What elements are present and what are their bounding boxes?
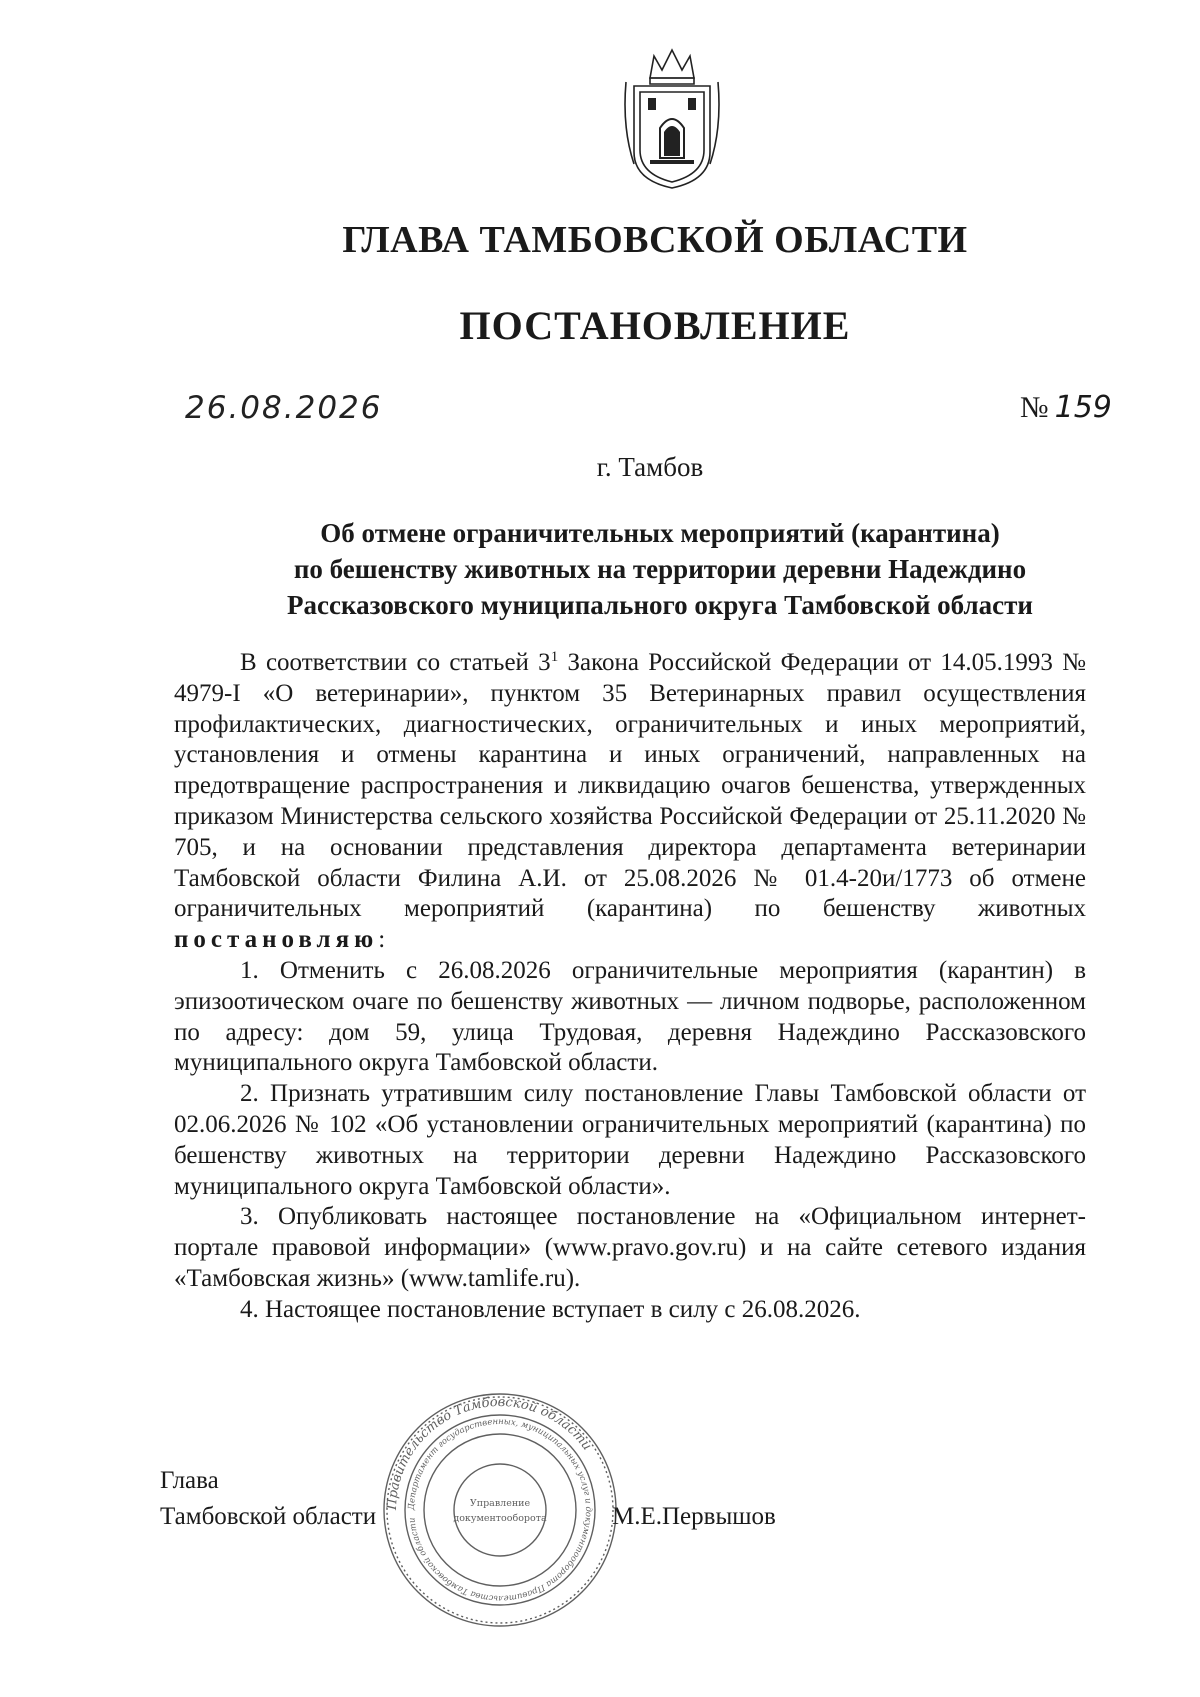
document-title bbox=[250, 515, 1070, 623]
document-date: 26.08.2026 bbox=[185, 390, 383, 426]
stamp-center-line2: документооборота bbox=[453, 1513, 547, 1524]
tambov-coat-of-arms-icon bbox=[620, 48, 724, 190]
preamble-paragraph bbox=[174, 648, 1086, 956]
signatory-title-line2: Тамбовской области bbox=[160, 1503, 377, 1530]
decree-colon: : bbox=[378, 926, 386, 954]
preamble-rest: Закона Российской Федерации от 14.05.1993 № 4979-I «О ветеринарии», пунктом 35 Ветеринарных правил осуществления профилактических, диагностических, ограничительных и иных мероприятий, установления и отмены карантина и иных ограничений, направленных на предотвращение распространения и ликвидацию очагов бешенства, утвержденных приказом Министерства сельского хозяйства Российской Федерации от 25.11.2020 № 705, и на основании представления директора департамента ветеринарии Тамбовской области Филина А.И. от 25.08.2026 № 01.4-20и/1773 об отмене ограничительных мероприятий (карантина) по бешенству животных bbox=[174, 649, 1086, 923]
signatory-name: М.Е.Первышов bbox=[612, 1503, 776, 1530]
item-4: 4. Настоящее постановление вступает в силу с 26.08.2026. bbox=[240, 1295, 861, 1323]
document-number bbox=[1020, 390, 1112, 425]
stamp-middle-text: Департамент государственных, муниципальных услуг и документооборота Правительства Тамбовской области bbox=[406, 1416, 594, 1604]
title-line: Рассказовского муниципального округа Тамбовской области bbox=[287, 590, 1033, 620]
preamble-start: В соответствии со статьей 3 bbox=[240, 649, 551, 676]
svg-text:Департамент государственных, м bbox=[407, 1417, 593, 1603]
document-type: ПОСТАНОВЛЕНИЕ bbox=[459, 303, 851, 348]
item-3: 3. Опубликовать настоящее постановление на «Официальном интернет-портале правовой информации» (www.pravo.gov.ru) и на сайте сетевого издания «Тамбовская жизнь» (www.tamlife.ru). bbox=[174, 1203, 1086, 1292]
number-value: 159 bbox=[1054, 390, 1112, 425]
article-superscript: 1 bbox=[550, 649, 559, 665]
city: г. Тамбов bbox=[596, 452, 704, 482]
document-body bbox=[174, 648, 1086, 1326]
official-stamp bbox=[380, 1390, 620, 1630]
item-2: 2. Признать утратившим силу постановление Главы Тамбовской области от 02.06.2026 № 102 «Об установлении ограничительных мероприятий (карантина) по бешенству животных на территории деревни Надеждино Рассказовского муниципального округа Тамбовской области». bbox=[174, 1080, 1086, 1200]
stamp-outer-text: Правительство Тамбовской области bbox=[384, 1394, 595, 1511]
stamp-center-line1: Управление bbox=[469, 1498, 531, 1509]
title-line: Об отмене ограничительных мероприятий (карантина) bbox=[320, 518, 1000, 548]
title-line: по бешенству животных на территории деревни Надеждино bbox=[293, 554, 1027, 584]
item-1: 1. Отменить с 26.08.2026 ограничительные мероприятия (карантин) в эпизоотическом очаге по бешенству животных — личном подворье, расположенном по адресу: дом 59, улица Трудовая, деревня Надеждино Рассказовского муниципального округа Тамбовской области. bbox=[174, 956, 1086, 1077]
issuing-authority: ГЛАВА ТАМБОВСКОЙ ОБЛАСТИ bbox=[342, 219, 968, 261]
signatory-title-line1: Глава bbox=[160, 1467, 219, 1494]
decree-word: постановляю bbox=[174, 926, 379, 954]
number-sign: № bbox=[1020, 391, 1049, 424]
